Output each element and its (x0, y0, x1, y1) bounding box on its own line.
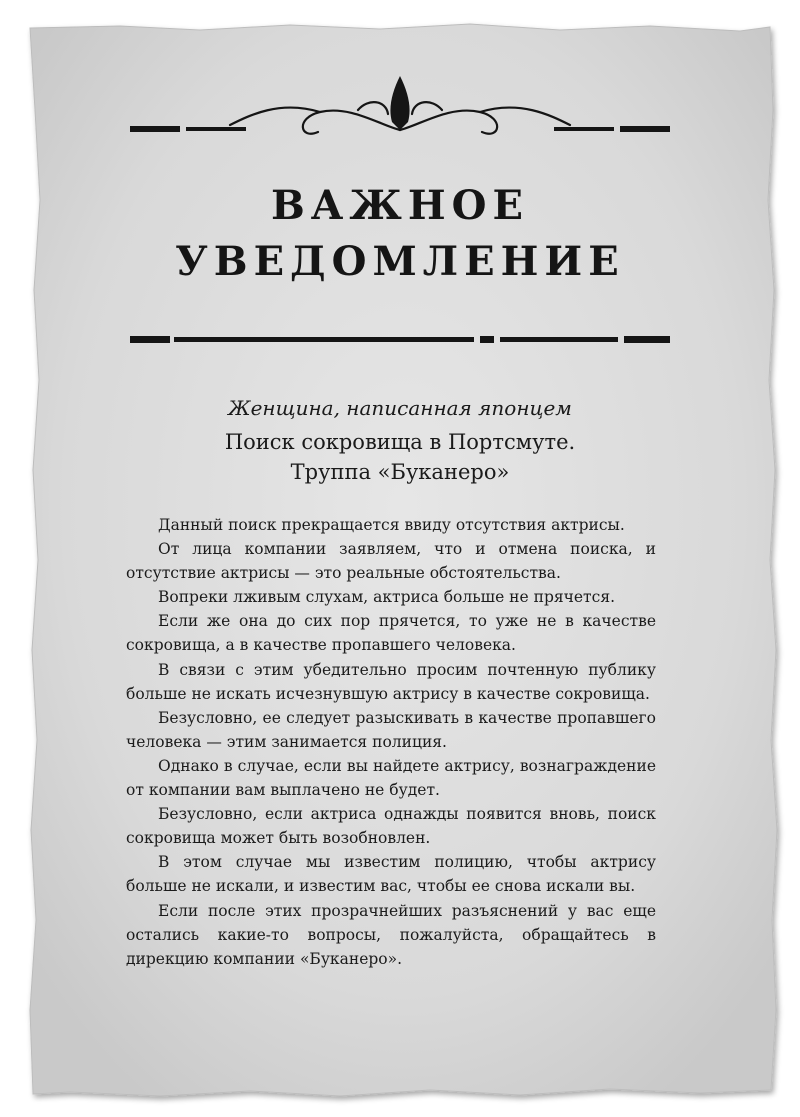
paragraph: Безусловно, если актриса однажды появится вновь, поиск сокровища может быть возобновлен. (126, 805, 656, 848)
flourish-ornament-icon (130, 70, 670, 140)
paragraph: Если же она до сих пор прячется, то уже не в качестве сокровища, а в качестве пропавшего человека. (126, 612, 656, 655)
notice-subtitle-line-1: Поиск сокровища в Портсмуте. (224, 430, 576, 454)
ornamental-divider-icon (130, 328, 670, 350)
notice-title (100, 178, 700, 290)
paragraph: Однако в случае, если вы найдете актрису, вознаграждение от компании вам выплачено не будет. (126, 756, 656, 800)
paragraph: Данный поиск прекращается ввиду отсутствия актрисы. (158, 516, 625, 534)
notice-body (126, 513, 656, 971)
paragraph: Если после этих прозрачнейших разъяснений у вас еще остались какие-то вопросы, пожалуйста, обращайтесь в дирекцию компании «Буканеро». (126, 901, 656, 968)
notice-subtitle-italic: Женщина, написанная японцем (228, 396, 572, 420)
paragraph: В этом случае мы известим полицию, чтобы актрису больше не искали, и известим вас, чтобы ее снова искали вы. (126, 853, 656, 896)
title-line-1: ВАЖНОЕ (271, 182, 529, 229)
paragraph: От лица компании заявляем, что и отмена поиска, и отсутствие актрисы — это реальные обстоятельства. (126, 540, 656, 583)
paragraph: Безусловно, ее следует разыскивать в качестве пропавшего человека — этим занимается полиция. (126, 708, 656, 751)
paragraph: Вопреки лживым слухам, актриса больше не прячется. (158, 588, 616, 607)
paragraph: В связи с этим убедительно просим почтенную публику больше не искать исчезнувшую актрису в качестве сокровища. (126, 660, 656, 703)
notice-subtitle-line-2: Труппа «Буканеро» (290, 460, 510, 484)
title-line-2: УВЕДОМЛЕНИЕ (175, 238, 625, 285)
